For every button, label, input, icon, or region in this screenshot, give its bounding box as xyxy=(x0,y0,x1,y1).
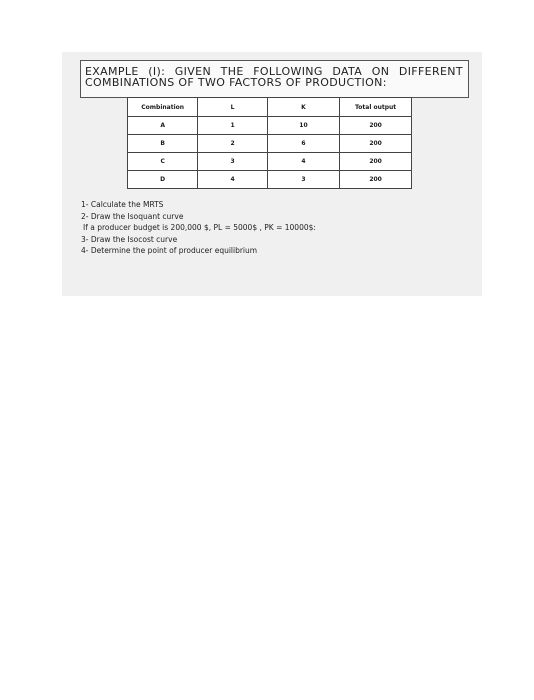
task-item-4: 4- Determine the point of producer equilibrium xyxy=(81,246,258,256)
task-item-1: 1- Calculate the MRTS xyxy=(81,200,164,209)
header-k: K xyxy=(267,98,339,117)
title-word: DIFFERENT xyxy=(398,65,463,78)
cell-k: 10 xyxy=(267,117,339,135)
table-row xyxy=(128,171,412,189)
table-row xyxy=(128,117,412,135)
cell-total-output: 200 xyxy=(340,153,412,171)
title-word: FOLLOWING xyxy=(253,65,323,78)
task-list xyxy=(81,199,461,257)
cell-l: 4 xyxy=(198,171,267,189)
header-l: L xyxy=(198,98,267,117)
cell-k: 6 xyxy=(267,135,339,153)
title-word: DATA xyxy=(332,65,363,78)
cell-l: 2 xyxy=(198,135,267,153)
cell-total-output: 200 xyxy=(340,117,412,135)
title-word: GIVEN xyxy=(174,65,212,78)
task-item-2: 2- Draw the Isoquant curve xyxy=(81,211,184,221)
title-word: (I): xyxy=(148,65,166,78)
table-row xyxy=(128,153,412,171)
cell-k: 3 xyxy=(267,171,339,189)
cell-l: 3 xyxy=(198,153,267,171)
cell-l: 1 xyxy=(198,117,267,135)
budget-statement: If a producer budget is 200,000 $, PL = 5000$ , PK = 10000$: xyxy=(83,223,316,233)
cell-total-output: 200 xyxy=(340,171,412,189)
cell-combination: A xyxy=(128,117,198,135)
title-line-2: COMBINATIONS OF TWO FACTORS OF PRODUCTION: xyxy=(85,76,387,89)
production-data-table xyxy=(127,97,412,189)
table-row xyxy=(128,135,412,153)
cell-k: 4 xyxy=(267,153,339,171)
title-word: THE xyxy=(220,65,244,78)
header-combination: Combination xyxy=(128,98,198,117)
cell-combination: C xyxy=(128,153,198,171)
title-word: EXAMPLE xyxy=(85,65,139,78)
cell-total-output: 200 xyxy=(340,135,412,153)
task-item-3: 3- Draw the Isocost curve xyxy=(81,234,178,244)
cell-combination: D xyxy=(128,171,198,189)
title-word: ON xyxy=(371,65,390,78)
example-title-box xyxy=(80,60,469,98)
table-header-row xyxy=(128,98,412,117)
header-total-output: Total output xyxy=(340,98,412,117)
cell-combination: B xyxy=(128,135,198,153)
